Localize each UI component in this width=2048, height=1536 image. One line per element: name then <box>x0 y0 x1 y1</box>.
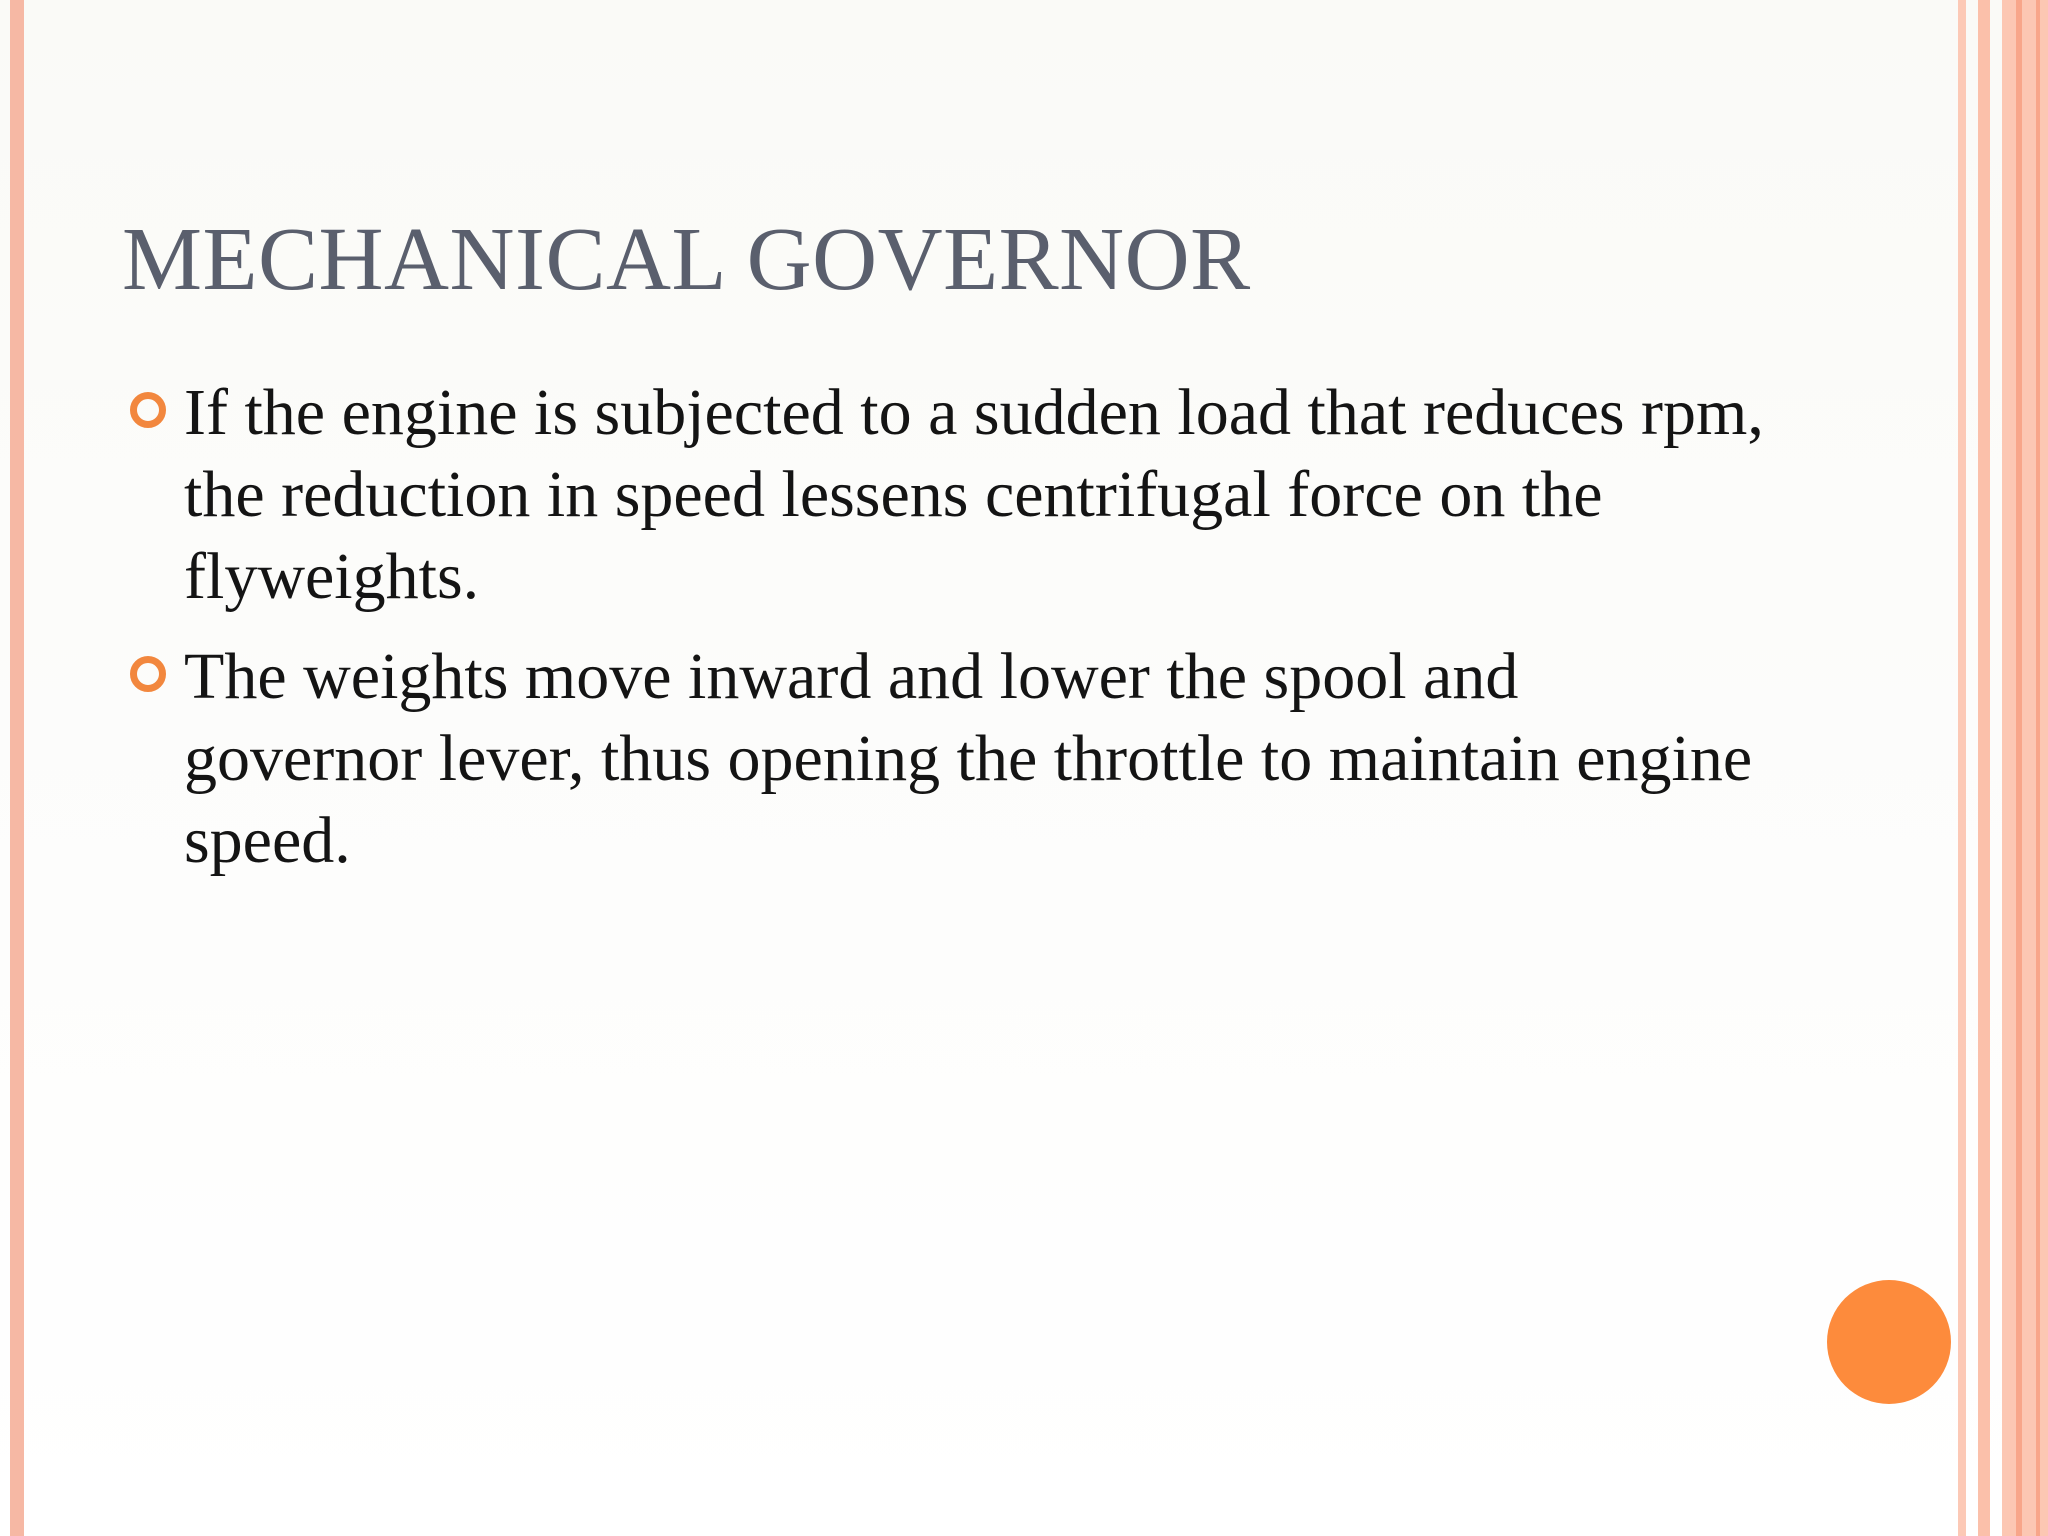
slide-title: MECHANICAL GOVERNOR <box>122 210 1251 309</box>
right-border-stripe <box>2016 0 2022 1536</box>
bullet-item <box>130 636 1753 882</box>
bullet-list <box>130 372 1764 882</box>
bullet-text: If the engine is subjected to a sudden load that reduces rpm, the reduction in speed lessens centrifugal force on the flyweights. <box>184 376 1764 613</box>
right-border-stripe <box>2036 0 2040 1536</box>
right-border-stripe <box>2002 0 2048 1536</box>
right-border-stripe <box>1958 0 1966 1536</box>
bullet-text: The weights move inward and lower the spool and governor lever, thus opening the throttle to maintain engine speed. <box>184 640 1753 877</box>
left-border-stripe <box>10 0 24 1536</box>
hollow-circle-bullet-icon <box>130 656 166 692</box>
bullet-item <box>130 372 1764 618</box>
decorative-orange-circle <box>1827 1280 1951 1404</box>
hollow-circle-bullet-icon <box>130 392 166 428</box>
right-border-stripe <box>1978 0 1990 1536</box>
